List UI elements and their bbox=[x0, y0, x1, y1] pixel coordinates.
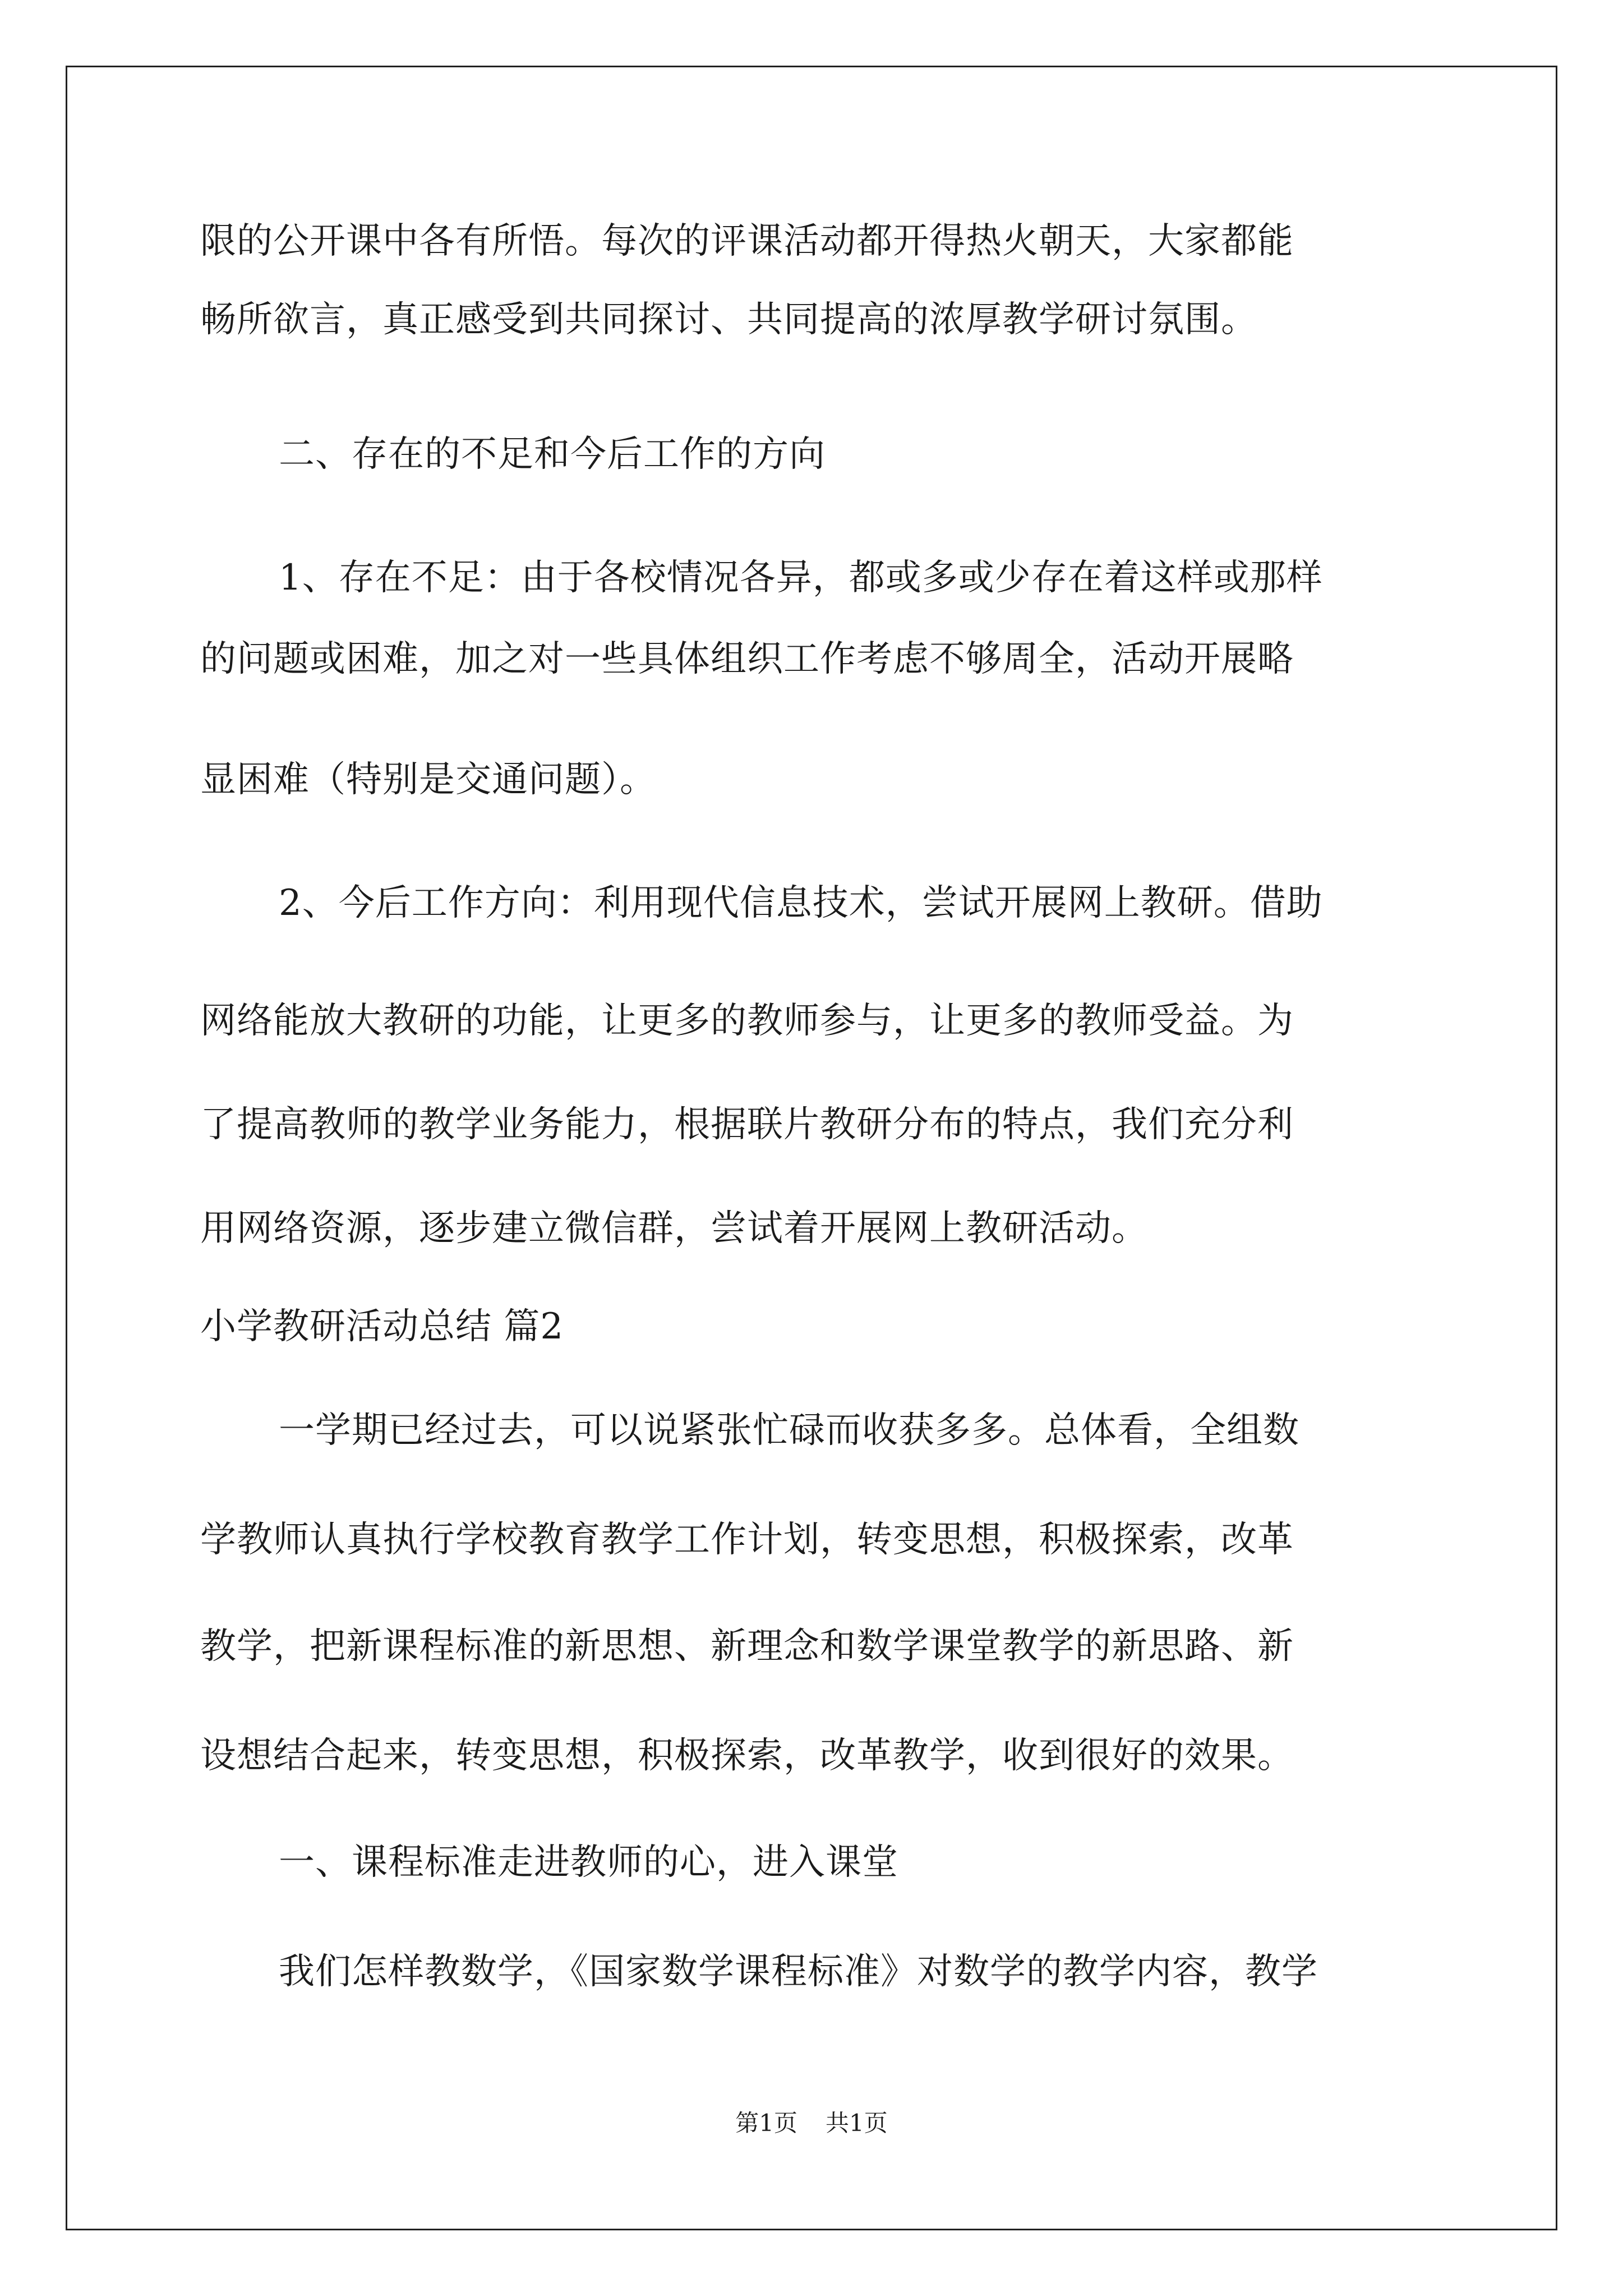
text-line: 教学，把新课程标准的新思想、新理念和数学课堂教学的新思路、新 bbox=[200, 1626, 1294, 1667]
text-line: 设想结合起来，转变思想，积极探索，改革教学，收到很好的效果。 bbox=[200, 1735, 1294, 1777]
page-footer bbox=[0, 2109, 1623, 2137]
page-total: 共1页 bbox=[826, 2109, 888, 2137]
text-line: 用网络资源，逐步建立微信群，尝试着开展网上教研活动。 bbox=[200, 1208, 1148, 1249]
text-line: 2、今后工作方向：利用现代信息技术，尝试开展网上教研。借助 bbox=[279, 882, 1323, 924]
text-line: 了提高教师的教学业务能力，根据联片教研分布的特点，我们充分利 bbox=[200, 1104, 1294, 1145]
text-line: 1、存在不足：由于各校情况各异，都或多或少存在着这样或那样 bbox=[279, 557, 1323, 599]
page-number: 第1页 bbox=[735, 2109, 797, 2137]
text-line: 畅所欲言，真正感受到共同探讨、共同提高的浓厚教学研讨氛围。 bbox=[200, 299, 1257, 341]
section-heading: 一、课程标准走进教师的心，进入课堂 bbox=[279, 1842, 898, 1883]
section-heading: 二、存在的不足和今后工作的方向 bbox=[279, 434, 826, 475]
text-line: 学教师认真执行学校教育教学工作计划，转变思想，积极探索，改革 bbox=[200, 1519, 1294, 1561]
text-line: 一学期已经过去，可以说紧张忙碌而收获多多。总体看，全组数 bbox=[279, 1410, 1299, 1451]
article-title: 小学教研活动总结 篇2 bbox=[200, 1306, 564, 1347]
text-line: 限的公开课中各有所悟。每次的评课活动都开得热火朝天，大家都能 bbox=[200, 220, 1294, 262]
text-line: 网络能放大教研的功能，让更多的教师参与，让更多的教师受益。为 bbox=[200, 1000, 1294, 1042]
page-border bbox=[66, 66, 1557, 2230]
text-line: 我们怎样教数学，《国家数学课程标准》对数学的教学内容，教学 bbox=[279, 1951, 1318, 1993]
text-line: 显困难（特别是交通问题）。 bbox=[200, 759, 656, 800]
text-line: 的问题或困难，加之对一些具体组织工作考虑不够周全，活动开展略 bbox=[200, 638, 1294, 680]
